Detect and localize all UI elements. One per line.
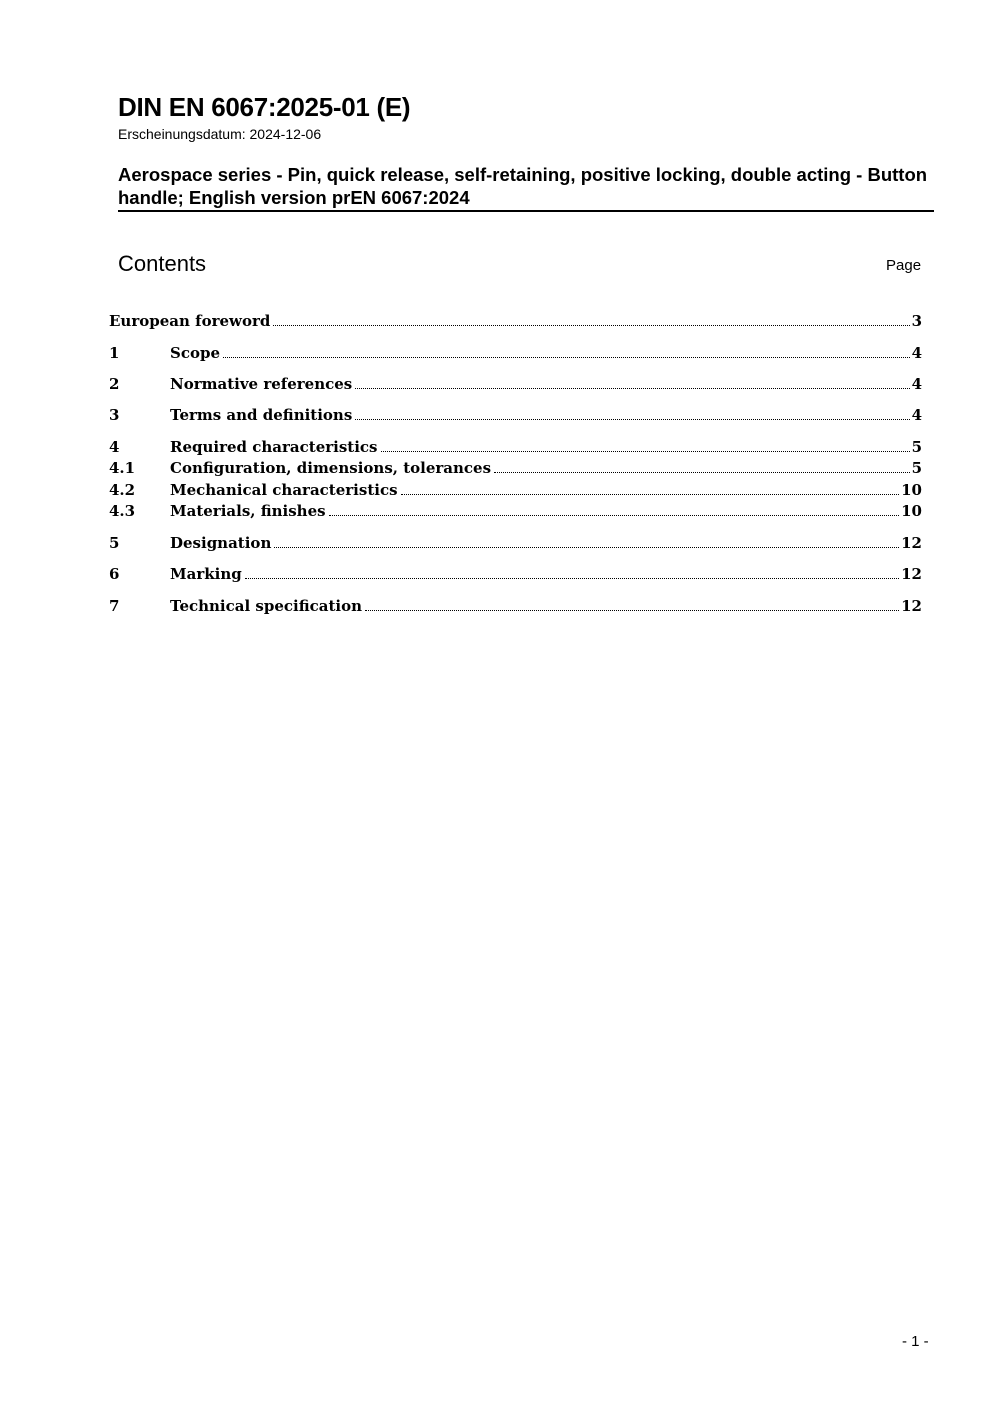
toc-leader-dots (273, 325, 909, 326)
toc-entry-title: Mechanical characteristics (170, 481, 398, 499)
toc-entry-marking[interactable] (109, 565, 922, 586)
toc-entry-title: Normative references (170, 375, 353, 393)
toc-entry-title: Required characteristics (170, 438, 378, 456)
toc-leader-dots (401, 494, 900, 495)
toc-entry-number: 4.2 (109, 481, 136, 499)
page-column-heading: Page (886, 257, 922, 274)
toc-entry-number: 3 (109, 406, 120, 424)
toc-entry-title: Marking (170, 565, 242, 583)
toc-entry-normative-references[interactable] (109, 375, 922, 396)
toc-leader-dots (355, 388, 909, 389)
publication-date: Erscheinungsdatum: 2024-12-06 (118, 126, 322, 142)
toc-entry-title: Designation (170, 534, 272, 552)
toc-entry-mechanical-characteristics[interactable] (109, 481, 922, 502)
toc-leader-dots (329, 515, 900, 516)
toc-entry-page: 4 (911, 344, 922, 362)
toc-entry-page: 5 (911, 438, 922, 456)
toc-entry-page: 12 (901, 565, 922, 583)
toc-leader-dots (365, 610, 899, 611)
toc-entry-page: 10 (901, 502, 922, 520)
toc-leader-dots (494, 472, 910, 473)
toc-entry-title: Configuration, dimensions, tolerances (170, 459, 492, 477)
title-rule (118, 210, 934, 212)
toc-leader-dots (381, 451, 910, 452)
contents-heading: Contents (118, 251, 207, 276)
toc-leader-dots (355, 419, 909, 420)
toc-entry-number: 6 (109, 565, 120, 583)
toc-entry-terms-definitions[interactable] (109, 406, 922, 427)
toc-entry-page: 5 (911, 459, 922, 477)
document-title: Aerospace series - Pin, quick release, self-retaining, positive locking, double acting - Button handle; English version prEN 6067:2024 (118, 164, 928, 208)
toc-entry-title: European foreword (109, 312, 271, 330)
toc-entry-number: 1 (109, 344, 120, 362)
toc-entry-title: Technical specification (170, 597, 363, 615)
toc-entry-page: 4 (911, 406, 922, 424)
toc-entry-scope[interactable] (109, 344, 922, 365)
toc-entry-number: 2 (109, 375, 120, 393)
toc-entry-page: 10 (901, 481, 922, 499)
toc-leader-dots (223, 357, 910, 358)
toc-entry-page: 12 (901, 534, 922, 552)
toc-entry-page: 3 (911, 312, 922, 330)
toc-entry-materials-finishes[interactable] (109, 502, 922, 523)
toc-entry-technical-specification[interactable] (109, 597, 922, 618)
toc-entry-number: 4.3 (109, 502, 136, 520)
toc-entry-required-characteristics[interactable] (109, 438, 922, 459)
toc-entry-number: 4 (109, 438, 120, 456)
toc-entry-number: 5 (109, 534, 120, 552)
toc-leader-dots (245, 578, 899, 579)
toc-entry-title: Materials, finishes (170, 502, 326, 520)
toc-entry-designation[interactable] (109, 534, 922, 555)
toc-entry-number: 7 (109, 597, 120, 615)
toc-entry-page: 12 (901, 597, 922, 615)
toc-entry-title: Terms and definitions (170, 406, 353, 424)
toc-entry-number: 4.1 (109, 459, 136, 477)
toc-entry-configuration[interactable] (109, 459, 922, 480)
toc-leader-dots (274, 547, 899, 548)
footer-page-number: - 1 - (902, 1333, 929, 1350)
toc-entry-page: 4 (911, 375, 922, 393)
toc-entry-title: Scope (170, 344, 221, 362)
document-id: DIN EN 6067:2025-01 (E) (118, 92, 411, 122)
toc-entry-foreword[interactable] (109, 312, 922, 333)
